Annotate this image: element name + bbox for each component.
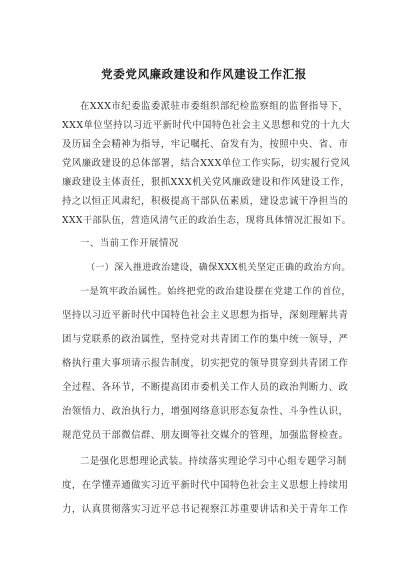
section-heading: 一、当前工作开展情况 xyxy=(80,238,179,249)
subsection-heading: （一）深入推进政治建设，确保XXX机关坚定正确的政治方向。 xyxy=(86,263,351,273)
paragraph-line: 在XXX市纪委监委派驻市委组织部纪检监察组的监督指导下， xyxy=(80,101,349,112)
paragraph-line: 度，在学懂弄通做实习近平新时代中国特色社会主义思想上持续用 xyxy=(62,480,349,491)
paragraph-line: 全过程、各环节，不断提高团市委机关工作人员的政治判断力、政 xyxy=(62,382,349,393)
paragraph-line: 治领悟力、政治执行力，增强网络意识形态复杂性、斗争性认识， xyxy=(62,406,349,417)
paragraph-line: 坚持以习近平新时代中国特色社会主义思想为指导，深刻理解共青 xyxy=(62,310,349,321)
paragraph-line: 及历届全会精神为指导，牢记嘱托、奋发有为，按照中央、省、市 xyxy=(62,139,349,150)
paragraph-line: 团与党联系的政治属性，坚持党对共青团工作的集中统一领导，严 xyxy=(62,334,349,345)
paragraph-line: 力，认真贯彻落实习近平总书记视察江苏重要讲话和关于青年工作 xyxy=(62,504,349,515)
paragraph-line: XXX干部队伍，营造风清气正的政治生态，现将具体情况汇报如下。 xyxy=(62,215,352,226)
paragraph-line: 廉政建设主体责任，狠抓XXX机关党风廉政建设和作风建设工作， xyxy=(62,177,351,188)
document-title: 党委党风廉政建设和作风建设工作汇报 xyxy=(101,67,307,81)
paragraph-line: 党风廉政建设的总体部署，结合XXX单位工作实际，切实履行党风 xyxy=(62,158,351,169)
paragraph-line: XXX单位坚持以习近平新时代中国特色社会主义思想和党的十九大 xyxy=(62,120,351,131)
paragraph-line: 一是筑牢政治属性。始终把党的政治建设摆在党建工作的首位， xyxy=(80,286,352,297)
paragraph-line: 二是强化思想理论武装。持续落实理论学习中心组专题学习制 xyxy=(80,456,347,467)
paragraph-line: 格执行重大事项请示报告制度，切实把党的领导贯穿到共青团工作 xyxy=(62,358,349,369)
paragraph-line: 规范党员干部微信群、朋友圈等社交媒介的管理，加强监督检查。 xyxy=(62,430,349,441)
paragraph-line: 持之以恒正风肃纪，积极提高干部队伍素质，建设忠诚干净担当的 xyxy=(62,196,349,207)
